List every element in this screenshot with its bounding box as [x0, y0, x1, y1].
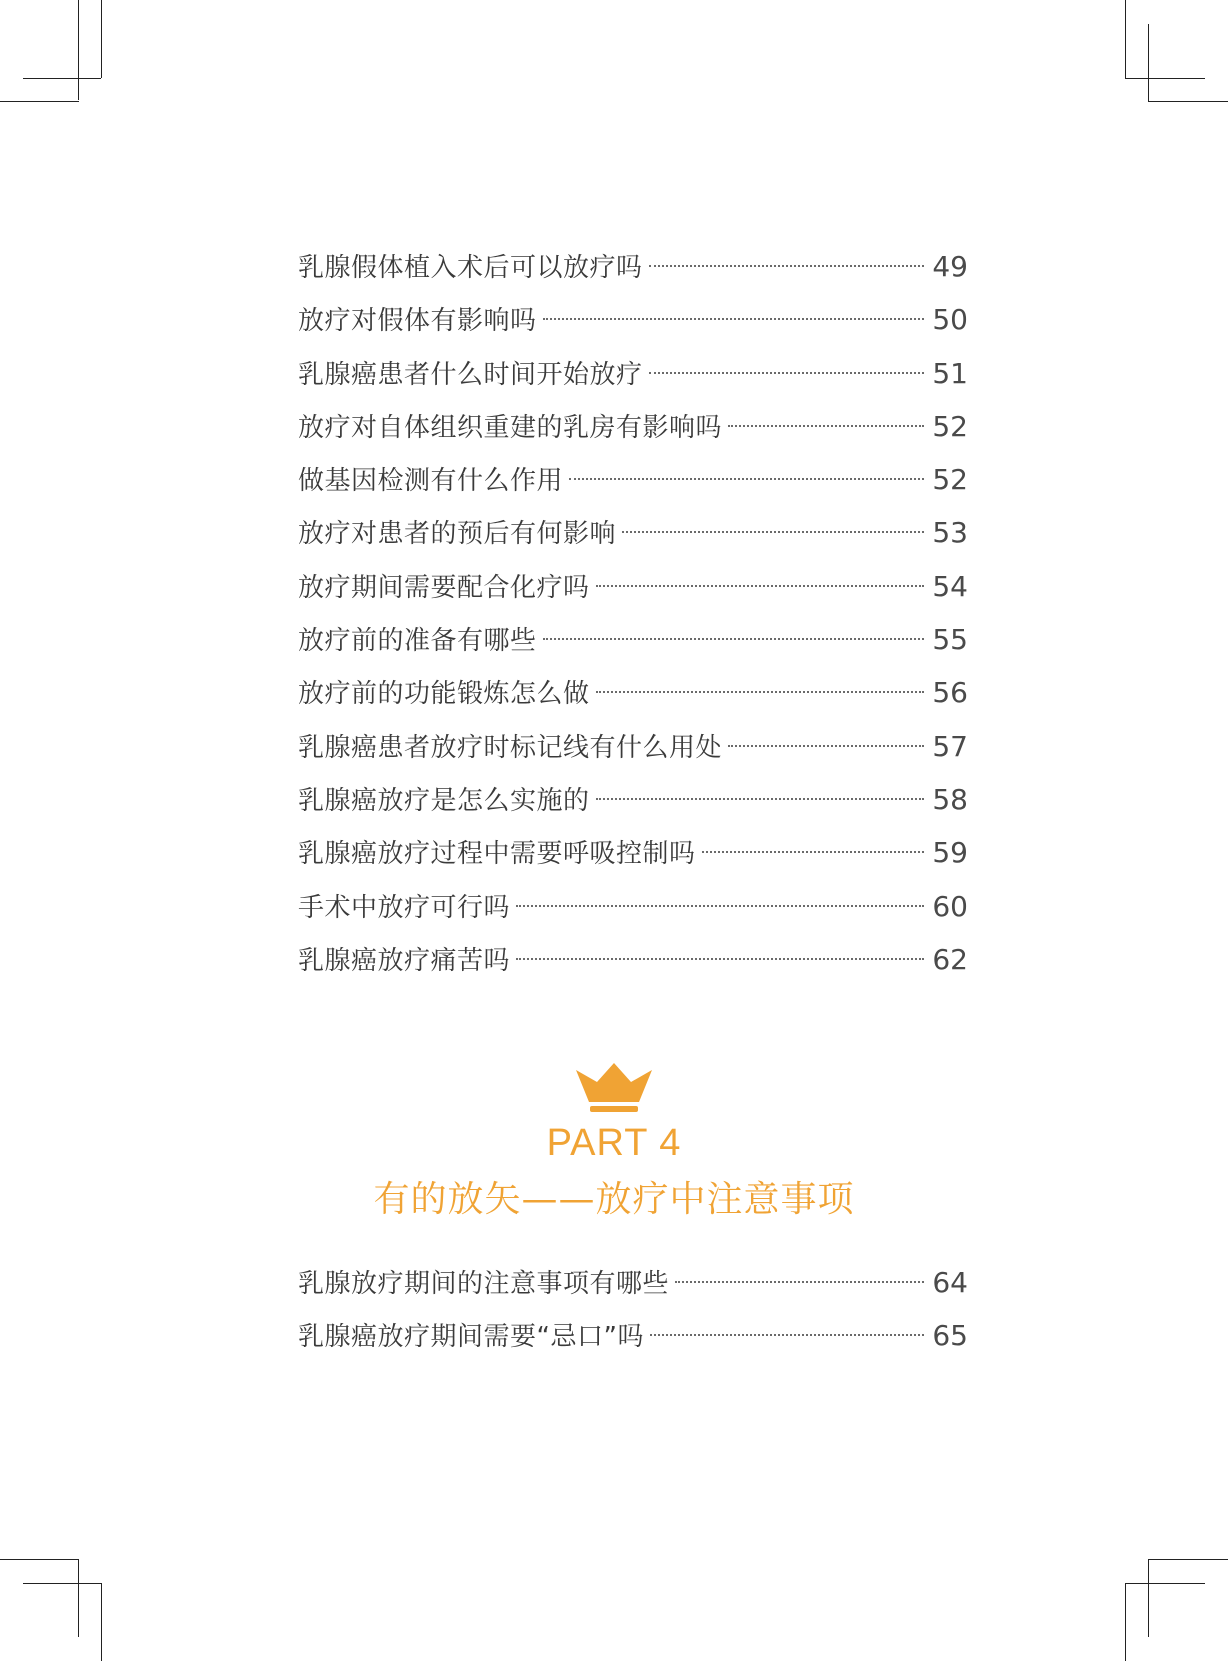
toc-entry[interactable] [298, 887, 968, 940]
toc-entry-title: 做基因检测有什么作用 [298, 466, 564, 497]
part-label: PART 4 [546, 1122, 682, 1164]
toc-entry[interactable] [298, 300, 968, 353]
toc-entry[interactable] [298, 620, 968, 673]
toc-entry-title: 乳腺假体植入术后可以放疗吗 [298, 253, 643, 283]
toc-leader-dots [728, 425, 924, 427]
crop-mark [78, 1559, 79, 1637]
crop-mark [78, 0, 79, 100]
toc-entry-page: 51 [932, 356, 968, 390]
toc-entry-page: 65 [932, 1319, 968, 1353]
crop-mark [1125, 78, 1205, 79]
toc-entry-page: 52 [932, 409, 968, 443]
crop-mark [1125, 0, 1126, 78]
toc-entry-page: 56 [932, 676, 968, 710]
toc-list [298, 247, 968, 993]
toc-entry[interactable] [298, 1263, 968, 1316]
toc-leader-dots [596, 585, 925, 587]
toc-entry[interactable] [298, 727, 968, 780]
toc-leader-dots [702, 851, 925, 853]
toc-entry-title: 乳腺癌放疗痛苦吗 [298, 945, 511, 976]
crop-mark [1125, 1583, 1205, 1584]
crop-mark [23, 1583, 101, 1584]
toc-leader-dots [649, 372, 925, 374]
toc-entry-title: 放疗对假体有影响吗 [298, 306, 537, 337]
crop-mark [1148, 24, 1149, 102]
toc-entry-page: 52 [932, 463, 968, 497]
crown-icon [573, 1060, 655, 1116]
part-title: 有的放矢——放疗中注意事项 [373, 1179, 855, 1220]
toc-leader-dots [622, 531, 924, 533]
crop-mark [0, 101, 79, 102]
toc-entry-title: 放疗前的功能锻炼怎么做 [298, 679, 590, 710]
toc-entry-page: 50 [932, 303, 968, 337]
toc-entry[interactable] [298, 780, 968, 833]
toc-leader-dots [516, 958, 924, 960]
toc-entry-page: 57 [932, 729, 968, 763]
crop-mark [1148, 1559, 1228, 1560]
toc-list [298, 1263, 968, 1370]
toc-entry-page: 64 [932, 1266, 968, 1299]
crop-mark [1148, 101, 1228, 102]
toc-entry-title: 手术中放疗可行吗 [298, 892, 511, 923]
toc-entry[interactable] [298, 513, 968, 566]
toc-entry-page: 54 [932, 569, 968, 603]
toc-entry-page: 58 [932, 782, 968, 816]
toc-leader-dots [649, 265, 925, 267]
toc-entry-title: 乳腺癌放疗过程中需要呼吸控制吗 [298, 839, 696, 870]
toc-leader-dots [569, 478, 924, 480]
toc-entry-page: 53 [932, 516, 968, 550]
toc-entry[interactable] [298, 407, 968, 460]
toc-entry-title: 放疗期间需要配合化疗吗 [298, 572, 590, 603]
toc-entry[interactable] [298, 940, 968, 993]
toc-entry-page: 62 [932, 942, 968, 976]
toc-leader-dots [516, 905, 924, 907]
toc-entry-page: 59 [932, 836, 968, 870]
toc-entry-title: 放疗对患者的预后有何影响 [298, 519, 617, 550]
toc-leader-dots [728, 745, 924, 747]
crop-mark [23, 78, 101, 79]
toc-entry-page: 60 [932, 889, 968, 923]
toc-entry-title: 放疗对自体组织重建的乳房有影响吗 [298, 412, 723, 443]
crop-mark [101, 1583, 102, 1661]
toc-entry-title: 放疗前的准备有哪些 [298, 626, 537, 657]
toc-entry[interactable] [298, 247, 968, 300]
toc-entry-page: 49 [932, 250, 968, 283]
toc-leader-dots [596, 798, 925, 800]
part-header [0, 1060, 1228, 1224]
crop-mark [1125, 1583, 1126, 1661]
toc-entry-title: 乳腺癌患者放疗时标记线有什么用处 [298, 732, 723, 763]
toc-leader-dots [650, 1334, 924, 1336]
toc-entry-title: 乳腺癌放疗期间需要“忌口”吗 [298, 1322, 644, 1353]
toc-entry[interactable] [298, 673, 968, 726]
toc-entry[interactable] [298, 1316, 968, 1369]
crop-mark [1148, 1559, 1149, 1637]
toc-entry-page: 55 [932, 623, 968, 657]
toc-leader-dots [543, 318, 925, 320]
crop-mark [0, 1559, 79, 1560]
toc-leader-dots [675, 1281, 924, 1283]
toc-entry-title: 乳腺癌患者什么时间开始放疗 [298, 359, 643, 390]
crop-mark [101, 0, 102, 78]
toc-entry[interactable] [298, 833, 968, 886]
toc-entry[interactable] [298, 460, 968, 513]
toc-entry[interactable] [298, 354, 968, 407]
toc-leader-dots [596, 691, 925, 693]
toc-entry-title: 乳腺放疗期间的注意事项有哪些 [298, 1269, 670, 1299]
toc-entry[interactable] [298, 567, 968, 620]
toc-entry-title: 乳腺癌放疗是怎么实施的 [298, 785, 590, 816]
toc-leader-dots [543, 638, 925, 640]
